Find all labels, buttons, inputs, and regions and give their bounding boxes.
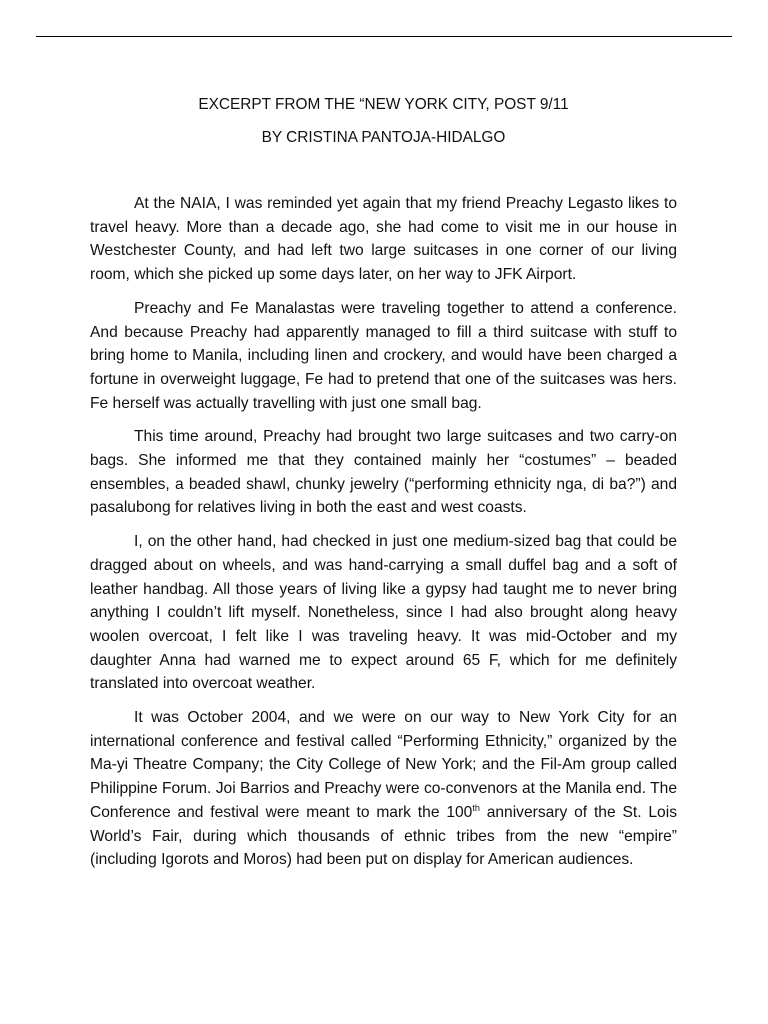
- document-page: [90, 95, 677, 882]
- paragraph-5-text-a: It was October 2004, and we were on our way to New York City for an international conference and festival called “Performing Ethnicity,” organized by the Ma-yi Theatre Company; the City College of New York; and the Fil-Am group called Philippine Forum. Joi Barrios and Preachy were co-convenors at the Manila end. The Conference and festival were meant to mark the 100: [90, 709, 677, 821]
- document-byline: BY CRISTINA PANTOJA-HIDALGO: [261, 129, 506, 146]
- header-rule: [36, 36, 732, 37]
- document-title: EXCERPT FROM THE “NEW YORK CITY, POST 9/11: [198, 96, 569, 113]
- paragraph-5-text-b: anniversary of the St. Lois World’s Fair, during which thousands of ethnic tribes from the new “empire” (including Igorots and Moros) had been put on display for American audiences.: [90, 803, 677, 869]
- paragraph-3: This time around, Preachy had brought two large suitcases and two carry-on bags. She informed me that they contained mainly her “costumes” – beaded ensembles, a beaded shawl, chunky jewelry (“performing ethnicity nga, di ba?”) and pasalubong for relatives living in both the east and west coasts.: [90, 428, 677, 517]
- ordinal-superscript: th: [472, 802, 480, 813]
- document-body: [90, 192, 677, 872]
- paragraph-4: I, on the other hand, had checked in just one medium-sized bag that could be dragged about on wheels, and was hand-carrying a small duffel bag and a soft of leather handbag. All those years of living like a gypsy had taught me to never bring anything I couldn’t lift myself. Nonetheless, since I had also brought along heavy woolen overcoat, I felt like I was traveling heavy. It was mid-October and my daughter Anna had warned me to expect around 65 F, which for me definitely translated into overcoat weather.: [90, 533, 677, 693]
- paragraph-2: Preachy and Fe Manalastas were traveling together to attend a conference. And because Preachy had apparently managed to fill a third suitcase with stuff to bring home to Manila, including linen and crockery, and would have been charged a fortune in overweight luggage, Fe had to pretend that one of the suitcases was hers. Fe herself was actually travelling with just one small bag.: [90, 299, 677, 412]
- paragraph-5: [90, 706, 677, 872]
- paragraph-1: At the NAIA, I was reminded yet again that my friend Preachy Legasto likes to travel heavy. More than a decade ago, she had come to visit me in our house in Westchester County, and had left two large suitcases in one corner of our living room, which she picked up some days later, on her way to JFK Airport.: [90, 195, 677, 284]
